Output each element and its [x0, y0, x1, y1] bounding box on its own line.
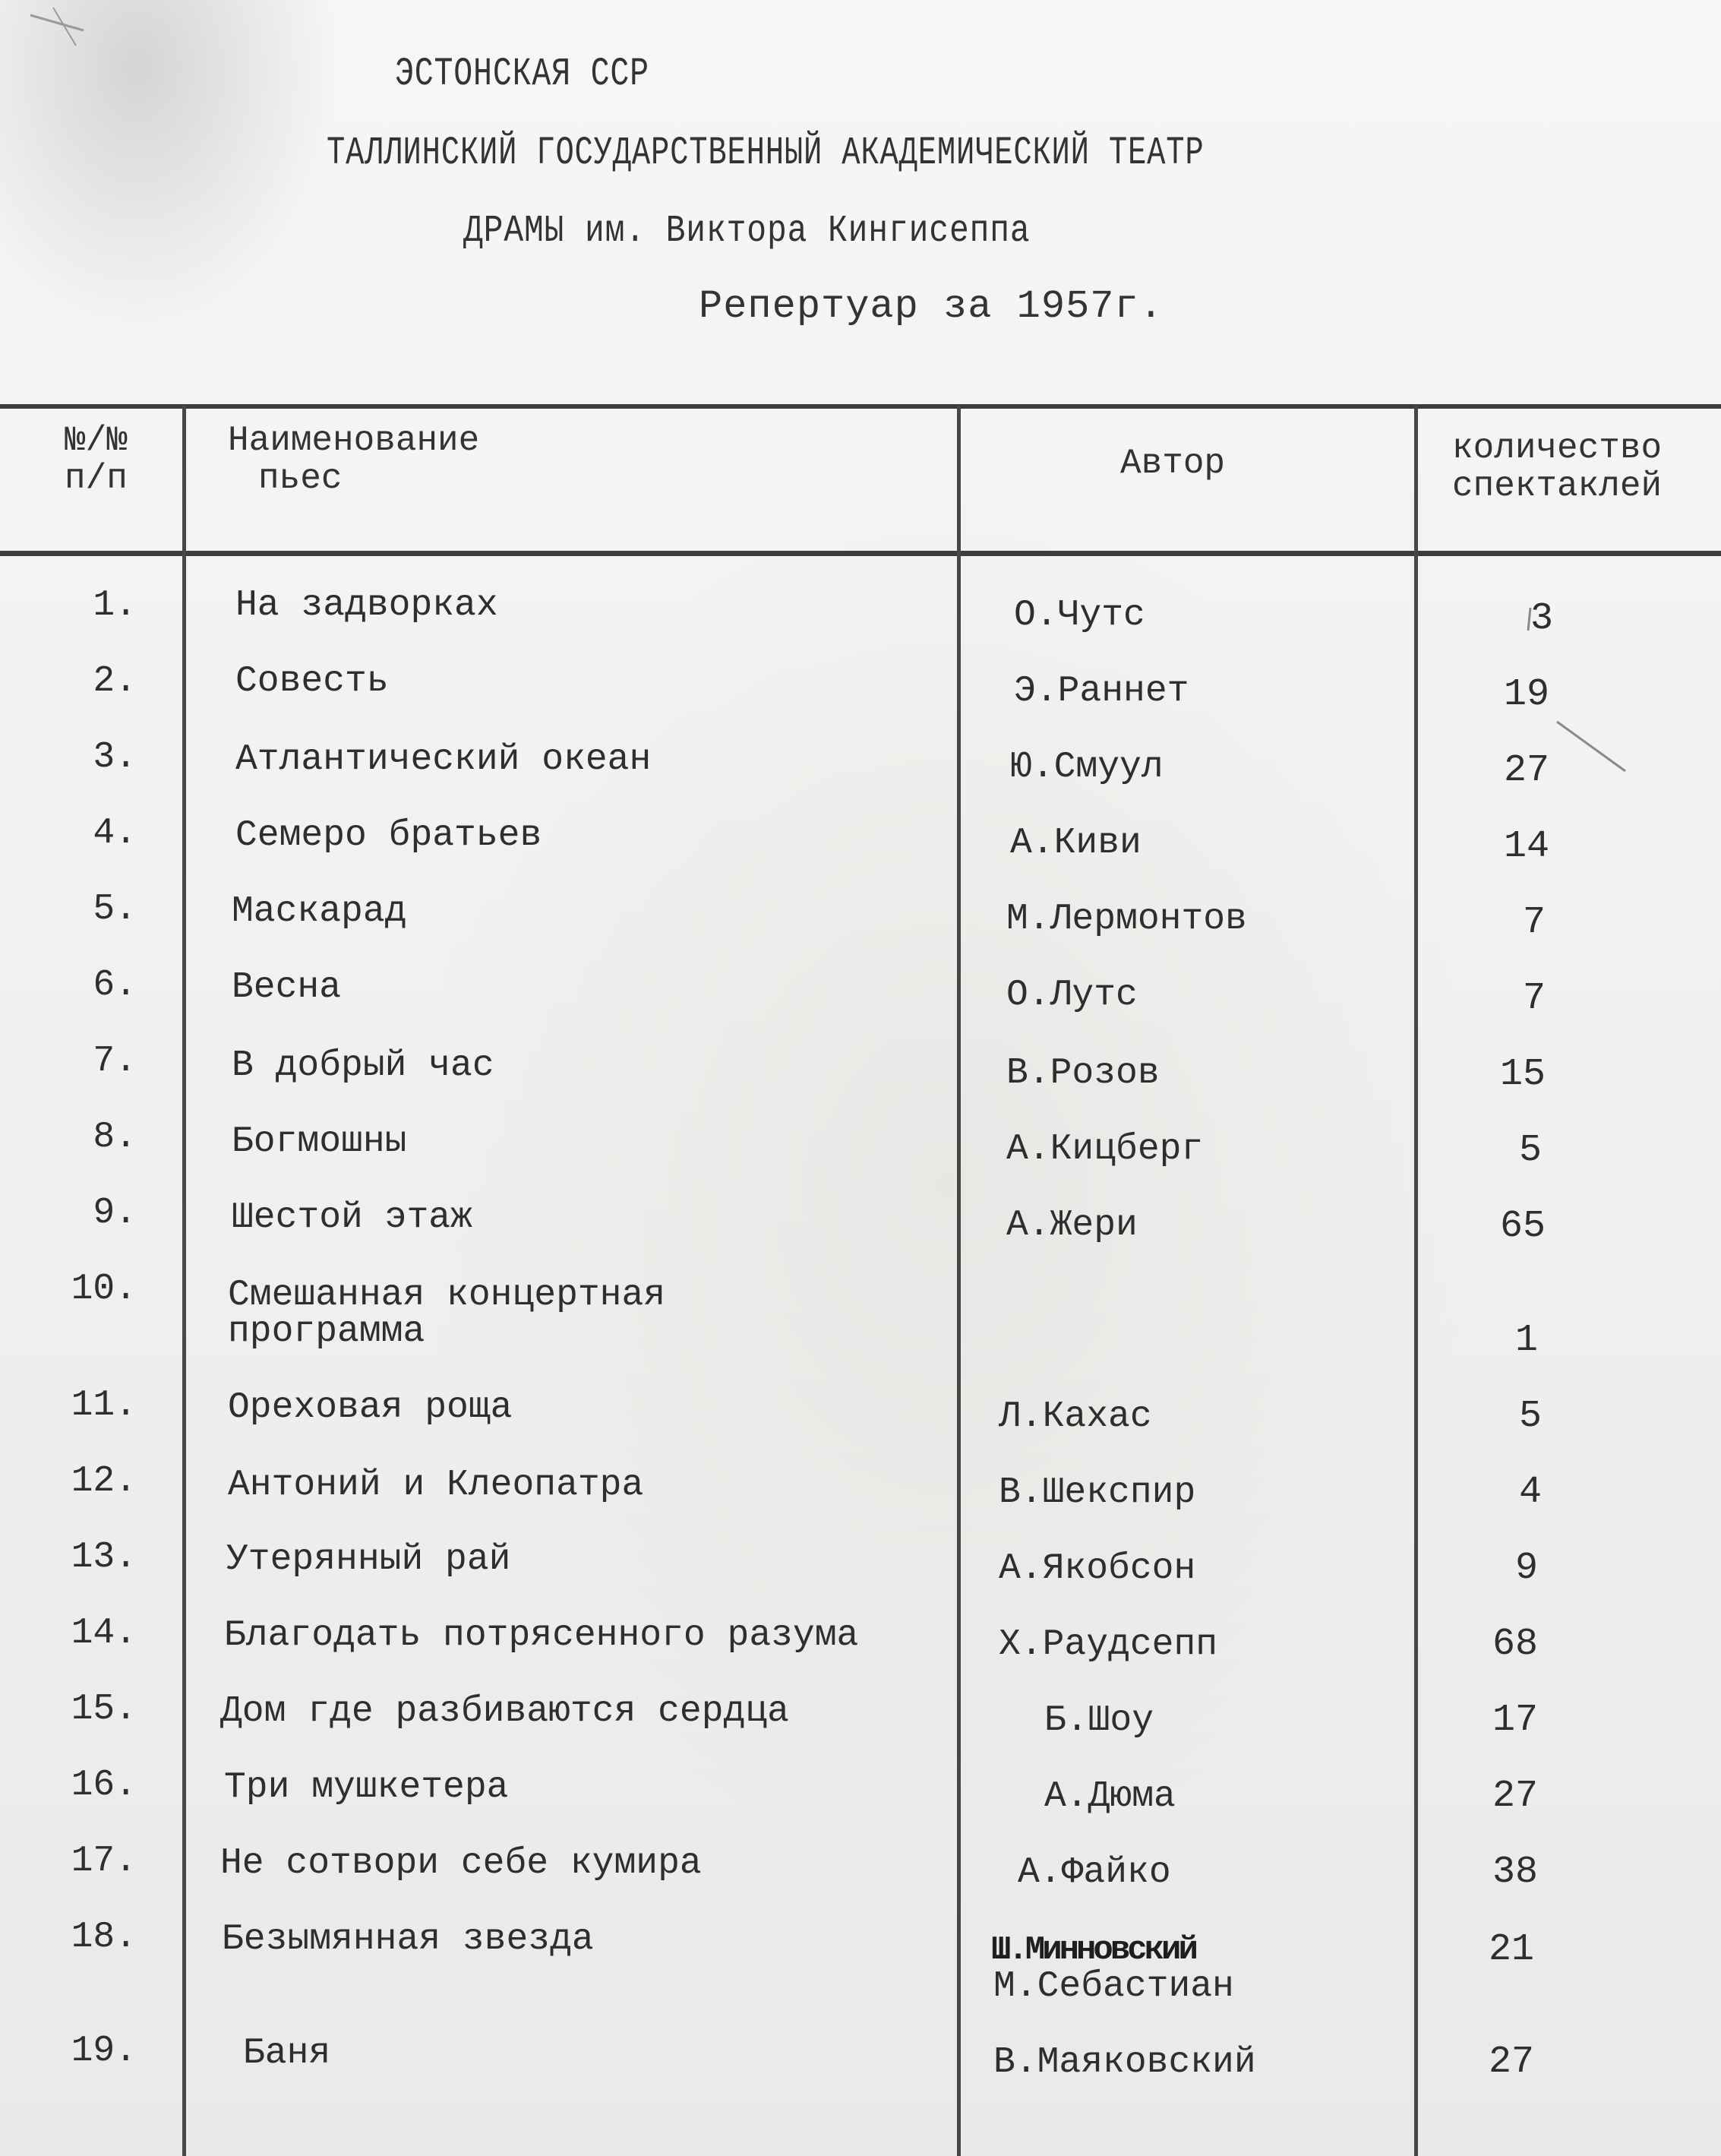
- row-number: 10.: [71, 1269, 137, 1310]
- column-header-count-line1: количество: [1452, 428, 1663, 468]
- row-author: А.Жери: [1006, 1205, 1138, 1246]
- row-number: 11.: [71, 1385, 137, 1426]
- row-author: А.Файко: [1018, 1852, 1171, 1893]
- row-count: 17: [1492, 1699, 1538, 1742]
- row-title: Антоний и Клеопатра: [228, 1465, 644, 1506]
- row-title: На задворках: [235, 585, 498, 626]
- row-author: Э.Раннет: [1014, 671, 1189, 712]
- row-title-continued: программа: [228, 1311, 425, 1352]
- row-number: 9.: [93, 1193, 137, 1234]
- row-number: 18.: [71, 1917, 137, 1958]
- row-author: В.Шекспир: [999, 1472, 1196, 1513]
- column-header-number-line1: №/№: [65, 421, 128, 460]
- column-header-author: Автор: [1120, 444, 1226, 483]
- row-author: М.Лермонтов: [1006, 899, 1247, 940]
- row-number: 13.: [71, 1537, 137, 1578]
- row-author: А.Якобсон: [999, 1548, 1196, 1589]
- row-author: А.Киви: [1010, 823, 1142, 864]
- row-number: 5.: [93, 889, 137, 930]
- row-number: 3.: [93, 737, 137, 778]
- row-title: Смешанная концертная: [228, 1275, 666, 1316]
- row-title: Благодать потрясенного разума: [224, 1615, 859, 1656]
- row-count: 1: [1514, 1319, 1538, 1362]
- row-author: Л.Кахас: [999, 1396, 1152, 1437]
- row-title: Три мушкетера: [224, 1767, 509, 1808]
- row-count: 27: [1503, 749, 1549, 792]
- row-title: Атлантический океан: [235, 739, 652, 780]
- row-title: Дом где разбиваются сердца: [220, 1691, 789, 1732]
- column-header-title-line1: Наименование: [228, 421, 480, 460]
- row-number: 4.: [93, 813, 137, 854]
- row-author: А.Кицберг: [1006, 1129, 1204, 1170]
- row-title: Богмошны: [232, 1121, 407, 1162]
- row-title: Ореховая роща: [228, 1387, 513, 1428]
- row-number: 19.: [71, 2031, 137, 2072]
- row-title: В добрый час: [232, 1045, 494, 1086]
- row-count: 4: [1518, 1471, 1542, 1514]
- row-title: Маскарад: [232, 891, 407, 932]
- row-number: 15.: [71, 1689, 137, 1730]
- row-author: А.Дюма: [1044, 1776, 1176, 1817]
- row-count: 65: [1499, 1205, 1546, 1248]
- header-drama-subtitle: ДРАМЫ им. Виктора Кингисеппа: [463, 210, 1031, 253]
- row-number: 6.: [93, 965, 137, 1006]
- row-number: 14.: [71, 1613, 137, 1654]
- row-number: 7.: [93, 1041, 137, 1082]
- row-count: 5: [1518, 1395, 1542, 1438]
- table-top-rule: [0, 404, 1721, 409]
- row-count: 15: [1499, 1053, 1546, 1096]
- column-divider-2: [957, 406, 961, 2156]
- row-author: В.Маяковский: [993, 2042, 1256, 2083]
- row-author: В.Розов: [1006, 1053, 1160, 1094]
- row-title: Весна: [232, 967, 342, 1008]
- row-count: 7: [1522, 977, 1546, 1020]
- row-number: 8.: [93, 1117, 137, 1158]
- column-header-count-line2: спектаклей: [1452, 466, 1663, 506]
- row-author: Х.Раудсепп: [999, 1624, 1218, 1665]
- column-header-number-line2: п/п: [65, 459, 128, 498]
- row-count: 27: [1488, 2041, 1534, 2084]
- row-count: 21: [1488, 1928, 1534, 1971]
- row-author: О.Лутс: [1006, 975, 1138, 1016]
- row-title: Семеро братьев: [235, 815, 542, 856]
- row-title: Совесть: [235, 661, 389, 702]
- row-count: 68: [1492, 1623, 1538, 1666]
- row-author: О.Чутс: [1014, 595, 1145, 636]
- row-number: 16.: [71, 1765, 137, 1806]
- row-number: 1.: [93, 585, 137, 626]
- row-count: 14: [1503, 825, 1549, 868]
- header-theatre-name: ТАЛЛИНСКИЙ ГОСУДАРСТВЕННЫЙ АКАДЕМИЧЕСКИЙ ТЕАТР: [327, 131, 1205, 175]
- row-title: Утерянный рай: [226, 1539, 511, 1580]
- row-title: Шестой этаж: [232, 1197, 472, 1238]
- table-header-bottom-rule: [0, 551, 1721, 556]
- header-repertoire-title: Репертуар за 1957г.: [699, 284, 1164, 329]
- column-header-title-line2: пьес: [258, 459, 343, 498]
- row-author: Б.Шоу: [1044, 1700, 1154, 1741]
- row-count: 9: [1514, 1547, 1538, 1590]
- row-number: 12.: [71, 1461, 137, 1502]
- row-count: 7: [1522, 901, 1546, 944]
- column-divider-3: [1414, 406, 1418, 2156]
- row-title: Не сотвори себе кумира: [220, 1843, 702, 1884]
- row-count: 38: [1492, 1851, 1538, 1894]
- row-author: Ю.Смуул: [1010, 747, 1164, 788]
- row-count: 19: [1503, 673, 1549, 716]
- row-title: Баня: [243, 2033, 331, 2074]
- row-count: 5: [1518, 1129, 1542, 1172]
- header-republic: ЭСТОНСКАЯ ССР: [395, 52, 649, 96]
- struck-out-author: Ш.Минновский: [991, 1931, 1195, 1969]
- row-number: 17.: [71, 1841, 137, 1882]
- row-count: 3: [1530, 597, 1553, 640]
- column-divider-1: [182, 406, 186, 2156]
- row-number: 2.: [93, 661, 137, 702]
- row-title: Безымянная звезда: [222, 1919, 594, 1960]
- row-count: 27: [1492, 1775, 1538, 1818]
- row-author: М.Себастиан: [993, 1966, 1234, 2007]
